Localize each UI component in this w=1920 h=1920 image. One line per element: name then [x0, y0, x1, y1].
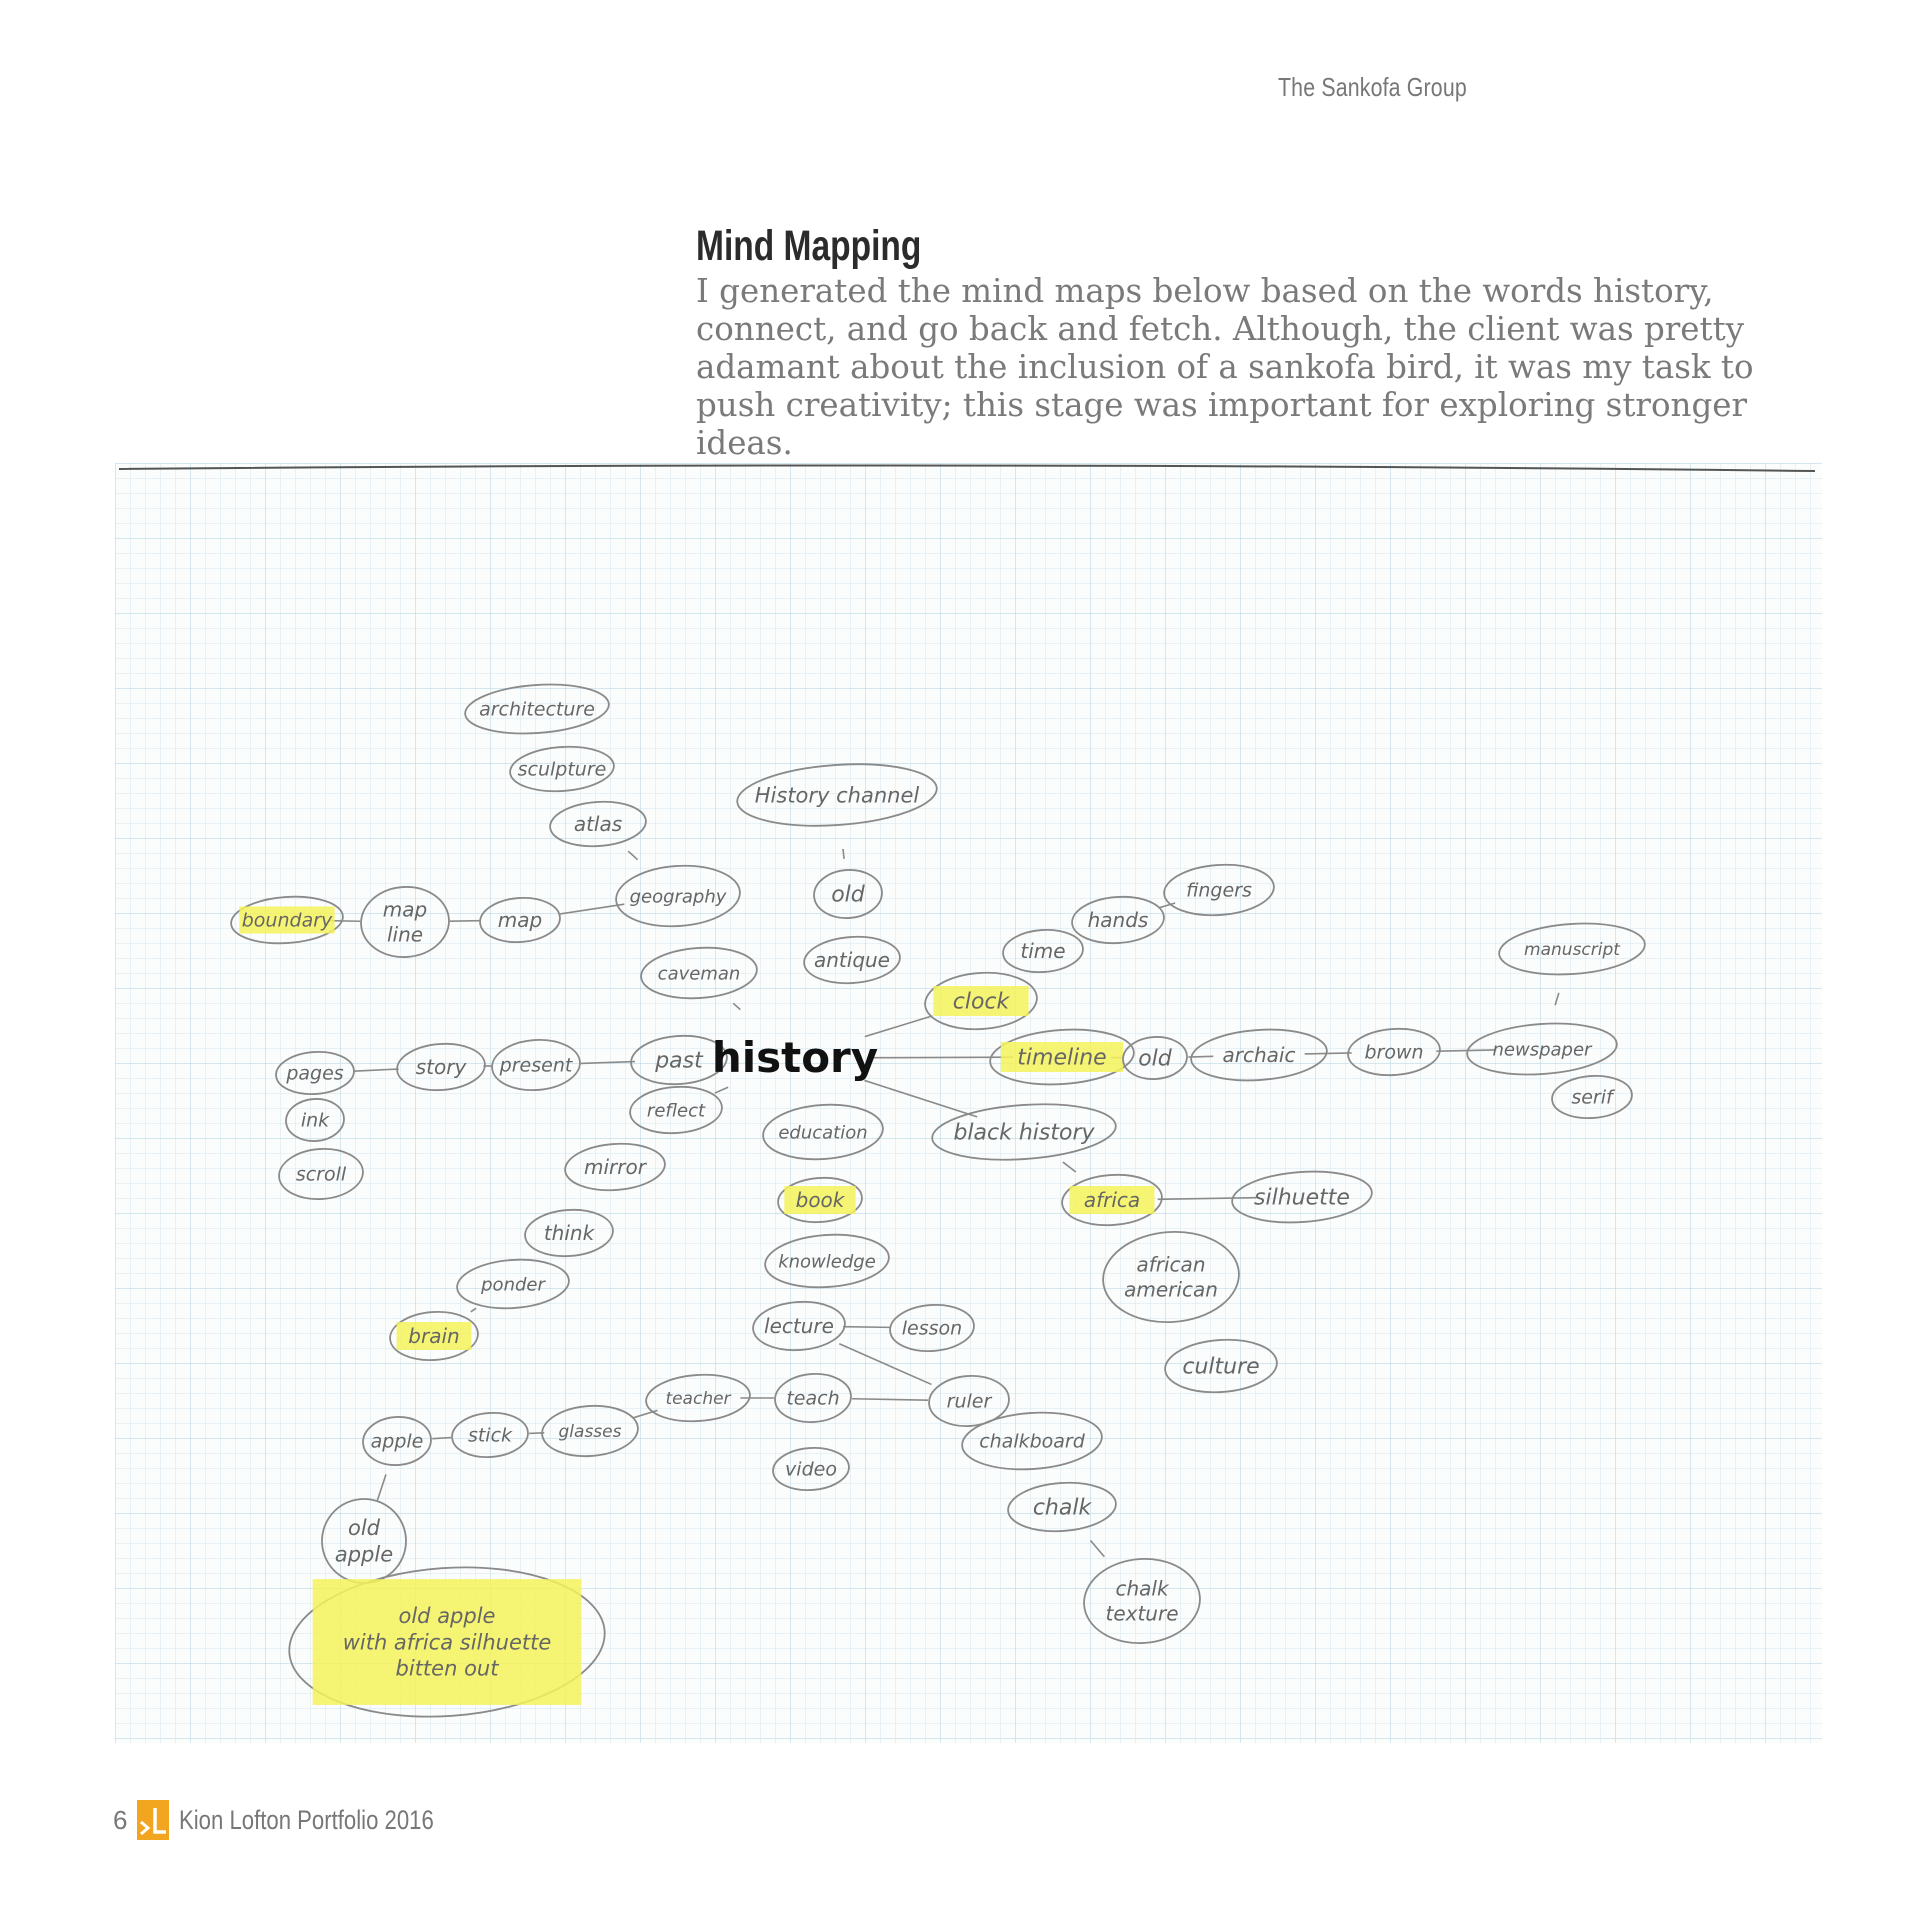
- node-label: chalk texture: [1105, 1576, 1179, 1626]
- page-footer: [113, 1800, 490, 1840]
- node-label: hands: [1087, 908, 1149, 932]
- central-word: history: [711, 1033, 879, 1082]
- node-label: culture: [1182, 1354, 1260, 1380]
- node-label: brown: [1364, 1041, 1424, 1064]
- node-label: geography: [629, 886, 727, 908]
- node-label: present: [499, 1054, 573, 1077]
- node-label: timeline: [1017, 1045, 1107, 1071]
- mind-map-sketch: [115, 463, 1822, 1743]
- node-label: africa: [1083, 1188, 1141, 1212]
- kl-logo: [137, 1800, 169, 1840]
- node-label: clock: [952, 989, 1010, 1015]
- node-label: lecture: [764, 1314, 834, 1338]
- node-label: video: [785, 1458, 837, 1481]
- node-label: old apple with africa silhuette bitten out: [342, 1604, 552, 1681]
- node-label: ink: [300, 1109, 330, 1132]
- node-label: boundary: [241, 909, 333, 932]
- connector-line: [843, 1327, 890, 1328]
- node-label: atlas: [573, 812, 623, 836]
- section-body: I generated the mind maps below based on the words history, connect, and go back and fetch. Although, the client was pretty adamant about the inclusion of a sankofa bird, it was my task to push creativity; this stage was important for exploring stronger ideas.: [696, 272, 1754, 462]
- node-label: teach: [786, 1387, 840, 1410]
- node-label: map line: [382, 897, 428, 947]
- node-label: teacher: [665, 1388, 731, 1409]
- node-label: chalkboard: [979, 1430, 1085, 1453]
- node-label: map: [497, 908, 543, 932]
- node-label: scroll: [295, 1163, 347, 1186]
- node-label: glasses: [558, 1421, 622, 1442]
- node-label: knowledge: [778, 1251, 876, 1273]
- page-number: 6: [113, 1804, 128, 1835]
- node-label: serif: [1571, 1086, 1613, 1109]
- node-label: old: [831, 882, 865, 908]
- node-label: ponder: [481, 1274, 545, 1296]
- node-label: reflect: [646, 1100, 706, 1122]
- node-label: old: [1138, 1046, 1172, 1072]
- node-label: antique: [813, 948, 891, 972]
- connector-line: [450, 921, 480, 922]
- node-label: archaic: [1222, 1043, 1296, 1067]
- node-label: education: [778, 1122, 868, 1144]
- connector-line: [1305, 1053, 1352, 1054]
- node-label: think: [543, 1221, 595, 1245]
- node-label: newspaper: [1492, 1039, 1592, 1061]
- node-label: caveman: [657, 963, 741, 985]
- node-label: pages: [286, 1062, 344, 1085]
- node-label: mirror: [584, 1155, 646, 1179]
- node-label: brain: [408, 1324, 460, 1348]
- node-label: apple: [370, 1430, 424, 1453]
- running-header: The Sankofa Group: [1278, 72, 1467, 102]
- footer-title: Kion Lofton Portfolio 2016: [179, 1804, 435, 1835]
- mind-map-node: [284, 1557, 610, 1727]
- node-label: architecture: [479, 698, 595, 721]
- node-label: silhuette: [1254, 1185, 1350, 1211]
- node-label: book: [795, 1188, 845, 1212]
- node-label: lesson: [901, 1317, 963, 1340]
- node-label: fingers: [1186, 879, 1252, 902]
- node-label: stick: [467, 1424, 513, 1447]
- node-label: chalk: [1032, 1495, 1092, 1521]
- node-label: african american: [1124, 1252, 1218, 1302]
- node-label: time: [1020, 939, 1066, 963]
- node-label: story: [415, 1055, 467, 1079]
- node-label: old apple: [334, 1516, 394, 1567]
- node-label: manuscript: [1524, 939, 1620, 960]
- node-label: sculpture: [517, 758, 607, 781]
- node-label: past: [655, 1048, 703, 1074]
- node-label: History channel: [754, 783, 920, 808]
- section-heading: Mind Mapping: [696, 222, 922, 270]
- connector-line: [843, 849, 844, 859]
- node-label: black history: [953, 1120, 1095, 1146]
- node-label: ruler: [946, 1390, 992, 1413]
